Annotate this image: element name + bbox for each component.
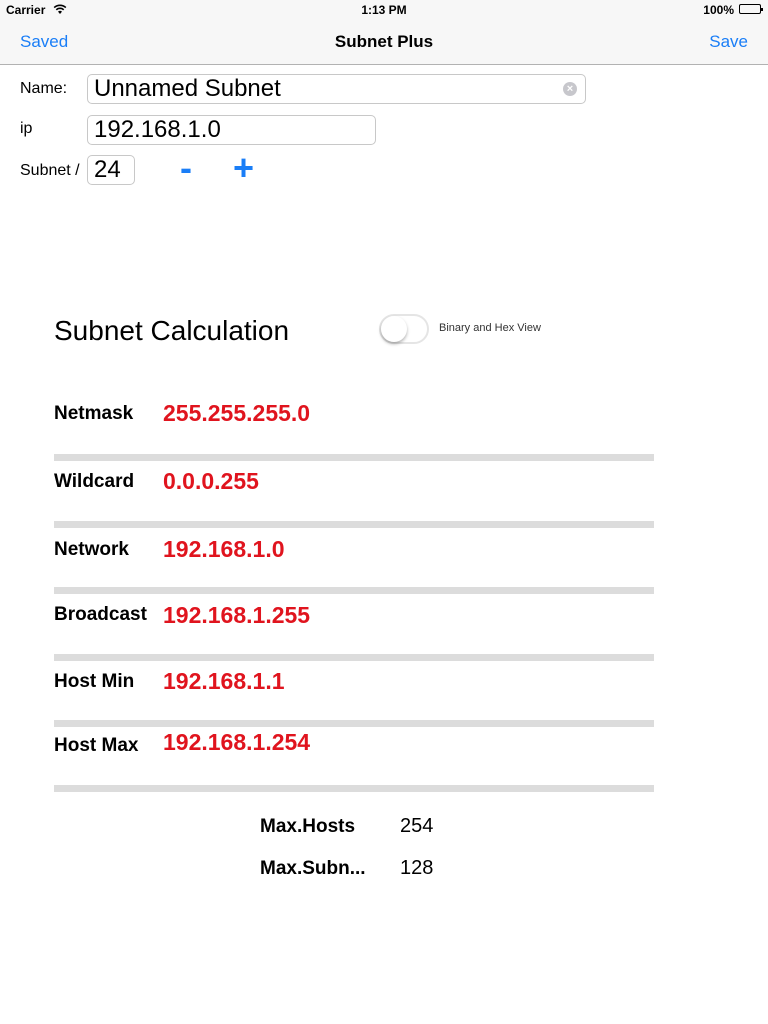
divider: [54, 720, 654, 727]
save-button[interactable]: Save: [709, 32, 748, 51]
page-title: Subnet Plus: [334, 32, 434, 51]
network-value: 192.168.1.0: [163, 536, 285, 562]
status-bar: [0, 0, 768, 20]
clock: 1:13 PM: [361, 3, 407, 17]
netmask-value: 255.255.255.0: [163, 400, 311, 426]
broadcast-value: 192.168.1.255: [163, 602, 311, 628]
subnet-label: Subnet /: [20, 162, 80, 179]
ip-field[interactable]: [87, 115, 376, 145]
battery-percent: 100%: [703, 3, 734, 17]
clear-icon[interactable]: ×: [563, 82, 577, 96]
section-title: Subnet Calculation: [54, 315, 290, 346]
name-label: Name:: [20, 80, 68, 97]
navigation-bar: [0, 20, 768, 65]
toggle-knob: [381, 316, 407, 342]
wildcard-label: Wildcard: [54, 471, 135, 492]
carrier-label: Carrier: [6, 3, 46, 17]
broadcast-label: Broadcast: [54, 604, 147, 625]
name-field-value: Unnamed Subnet: [94, 75, 281, 102]
max-subnets-label: Max.Subn...: [260, 858, 366, 879]
divider: [54, 654, 654, 661]
subnet-field-value: 24: [94, 156, 121, 183]
increment-button[interactable]: +: [233, 147, 255, 188]
host-max-label: Host Max: [54, 735, 139, 756]
battery-icon: [739, 4, 761, 14]
max-subnets-value: 128: [400, 857, 434, 879]
subnet-field[interactable]: [87, 155, 135, 185]
max-hosts-label: Max.Hosts: [260, 816, 356, 837]
max-hosts-value: 254: [400, 815, 434, 837]
host-min-label: Host Min: [54, 671, 135, 692]
netmask-label: Netmask: [54, 403, 134, 424]
divider: [54, 785, 654, 792]
ip-label: ip: [20, 120, 33, 137]
divider: [54, 521, 654, 528]
binary-hex-toggle[interactable]: [379, 314, 429, 344]
ip-field-value: 192.168.1.0: [94, 116, 221, 143]
host-max-value: 192.168.1.254: [163, 729, 311, 755]
network-label: Network: [54, 539, 129, 560]
divider: [54, 454, 654, 461]
decrement-button[interactable]: -: [180, 147, 192, 188]
saved-button[interactable]: Saved: [20, 32, 69, 51]
host-min-value: 192.168.1.1: [163, 668, 285, 694]
divider: [54, 587, 654, 594]
name-field[interactable]: [87, 74, 586, 104]
toggle-label: Binary and Hex View: [439, 322, 541, 334]
wildcard-value: 0.0.0.255: [163, 468, 259, 494]
